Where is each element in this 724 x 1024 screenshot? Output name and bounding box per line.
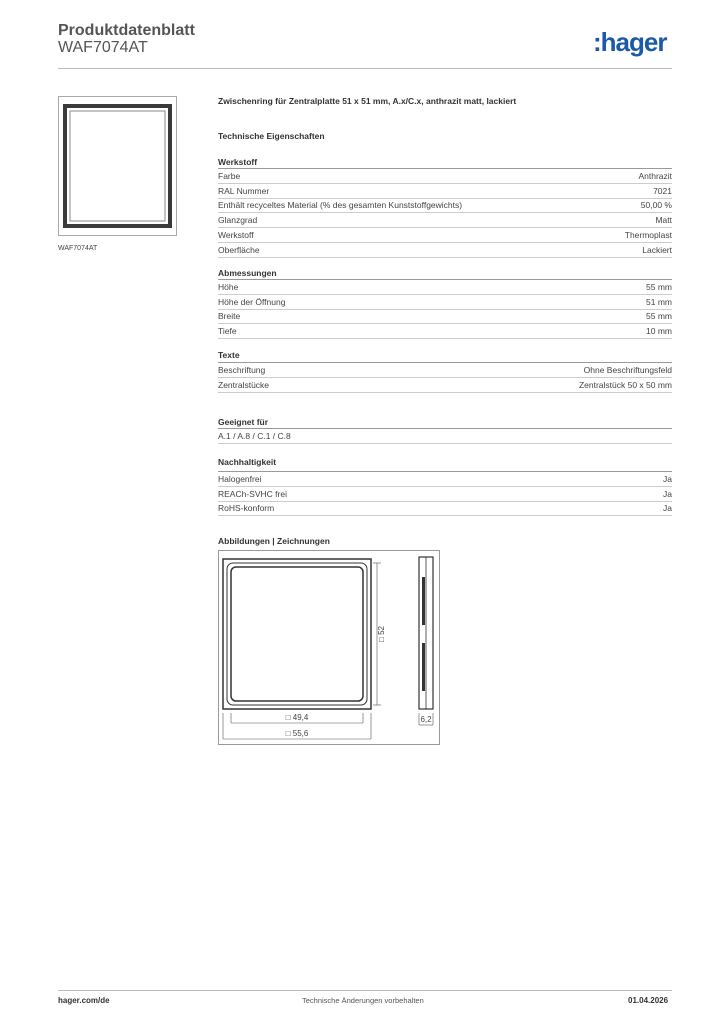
spec-value: 50,00 % — [640, 200, 672, 211]
spec-row — [218, 309, 672, 324]
spec-value: Lackiert — [642, 244, 672, 255]
spec-key: Tiefe — [218, 326, 237, 337]
spec-value: 55 mm — [646, 282, 672, 292]
spec-key: Höhe der Öffnung — [218, 296, 286, 307]
section-werkstoff-label: Werkstoff — [218, 157, 258, 167]
spec-value: Ohne Beschriftungsfeld — [583, 365, 672, 375]
section-geeignet-label: Geeignet für — [218, 417, 269, 427]
spec-row — [218, 501, 672, 516]
spec-key: Oberfläche — [218, 244, 260, 255]
inner-opening-outline — [231, 567, 363, 701]
spec-key: Werkstoff — [218, 229, 254, 240]
spec-row — [218, 243, 672, 258]
spec-row — [218, 184, 672, 199]
spec-row — [218, 429, 672, 444]
spec-key: Zentralstücke — [218, 379, 270, 390]
hager-logo-text: :hager — [593, 27, 667, 57]
hager-logo — [593, 27, 673, 57]
spec-row — [218, 487, 672, 502]
drawings-label: Abbildungen | Zeichnungen — [218, 536, 330, 546]
spec-value: 51 mm — [646, 296, 672, 307]
spec-key: Halogenfrei — [218, 474, 262, 484]
footer-website[interactable]: hager.com/de — [58, 996, 110, 1005]
spec-value: 10 mm — [646, 326, 672, 337]
spec-row — [218, 363, 672, 378]
spec-value: Anthrazit — [638, 171, 672, 181]
spec-value: Zentralstück 50 x 50 mm — [578, 379, 672, 390]
spec-key: Enthält recyceltes Material (% des gesamten Kunststoffgewichts) — [218, 200, 463, 211]
spec-key: RAL Nummer — [218, 185, 270, 196]
spec-row — [218, 228, 672, 243]
spec-row — [218, 198, 672, 213]
spec-row — [218, 324, 672, 339]
product-description: Zwischenring für Zentralplatte 51 x 51 mm, A.x/C.x, anthrazit matt, lackiert — [218, 96, 517, 106]
header-divider — [58, 68, 672, 69]
section-abmessungen-label: Abmessungen — [218, 268, 277, 278]
spec-key: RoHS-konform — [218, 503, 275, 514]
spec-value: Thermoplast — [624, 229, 672, 240]
spec-row — [218, 295, 672, 310]
spec-value: Matt — [655, 215, 672, 226]
depth-dimension: 6,2 — [420, 715, 432, 724]
spec-key: Höhe — [218, 282, 239, 292]
product-code: WAF7074AT — [58, 39, 148, 56]
spec-row — [218, 472, 672, 487]
spec-value: Ja — [663, 503, 672, 514]
thumbnail-caption: WAF7074AT — [58, 245, 98, 252]
footer-disclaimer: Technische Änderungen vorbehalten — [302, 996, 424, 1005]
spec-row — [218, 169, 672, 184]
spec-key: Glanzgrad — [218, 215, 258, 226]
outer-frame-outline — [223, 559, 371, 709]
footer-divider — [58, 990, 672, 991]
section-nachhaltigkeit-label: Nachhaltigkeit — [218, 457, 277, 467]
spec-row — [218, 378, 672, 393]
footer-date: 01.04.2026 — [628, 996, 669, 1005]
product-thumbnail — [58, 96, 177, 236]
spec-value: Ja — [663, 488, 672, 499]
side-clip-lower — [422, 643, 425, 691]
spec-key: Farbe — [218, 171, 241, 181]
frame-bevel-outline — [227, 563, 367, 705]
outer-width-dimension: □ 55,6 — [285, 729, 309, 738]
technical-drawing — [218, 550, 440, 745]
spec-value: 55 mm — [646, 311, 672, 322]
spec-value: Ja — [663, 474, 672, 484]
spec-value: 7021 — [653, 185, 672, 196]
section-texte-label: Texte — [218, 350, 240, 360]
frame-image — [59, 97, 176, 235]
document-title: Produktdatenblatt — [58, 22, 195, 39]
spec-key: REACh-SVHC frei — [218, 488, 287, 499]
side-clip-upper — [422, 577, 425, 625]
tech-heading: Technische Eigenschaften — [218, 131, 325, 141]
height-dimension: □ 52 — [377, 626, 386, 642]
spec-row — [218, 280, 672, 295]
spec-key: Breite — [218, 311, 241, 322]
spec-key: Beschriftung — [218, 365, 266, 375]
inner-width-dimension: □ 49,4 — [285, 713, 309, 722]
spec-key: A.1 / A.8 / C.1 / C.8 — [218, 431, 291, 441]
spec-row — [218, 213, 672, 228]
